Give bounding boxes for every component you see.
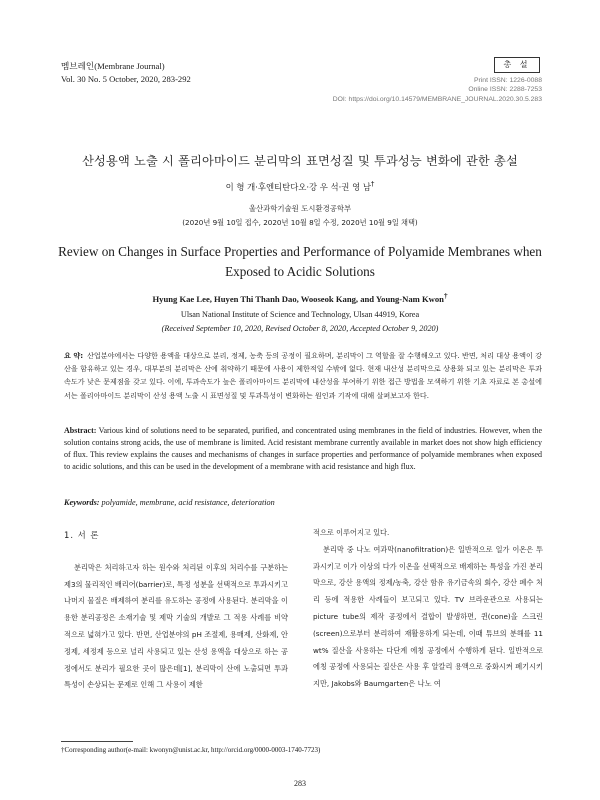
abstract-english (64, 425, 542, 473)
journal-volume: Vol. 30 No. 5 October, 2020, 283-292 (61, 74, 191, 84)
footnote-divider (61, 741, 133, 742)
keywords-text: polyamide, membrane, acid resistance, deterioration (101, 498, 275, 507)
issn-block (333, 76, 542, 104)
keywords-label: Keywords: (64, 498, 100, 507)
authors-english (40, 292, 560, 304)
body-column-right (313, 525, 543, 693)
received-dates-english: (Received September 10, 2020, Revised October 8, 2020, Accepted October 9, 2020) (161, 324, 439, 333)
title-korean: 산성용액 노출 시 폴리아마이드 분리막의 표면성질 및 투과성능 변화에 관한 총설 (82, 154, 518, 168)
article-type-badge: 총 설 (494, 57, 540, 73)
abstract-english-text: Various kind of solutions need to be separated, purified, and concentrated using membranes in the field of industries. However, when the solution contains strong acids, the use of membrane is limited. Acid resistant membrane currently available in market does not show high efficiency of flux. This review explains the causes and mechanisms of changes in surface properties and performance of polyamide membranes when exposed to acidic solutions, and this can be used in the development of a membrane with acid resistance and high flux. (64, 426, 542, 471)
footnote: †Corresponding author(e-mail: kwonyn@unist.ac.kr, http://orcid.org/0000-0003-1740-7723) (61, 746, 321, 754)
paragraph-continuation: 적으로 이루어지고 있다. (313, 528, 390, 537)
abstract-korean (64, 349, 542, 402)
paragraph: 분리막은 처리하고자 하는 원수와 처리된 이후의 처리수를 구분하는 제3의 물리적인 배리어(barrier)로, 특정 성분을 선택적으로 투과시키고 나머지 물질은 배제하여 분리를 유도하는 공정에 사용된다. 분리막을 이용한 분리공정은 소재기술 및 제막 기술의 개발로 그 적용 사례를 비약적으로 넓혀가고 있다. 반면, 산업분야의 pH 조절제, 용매제, 산화제, 안정제, 세정제 등으로 널리 사용되고 있는 산성 용액을 대상으로 하는 공정에서도 분리가 필요한 곳이 많은데[1], 분리막이 산에 노출되면 투과특성이 손상되는 문제로 인해 그 사용이 제한 (64, 562, 288, 690)
authors-english-names: Hyung Kae Lee, Huyen Thi Thanh Dao, Wooseok Kang, and Young-Nam Kwon (152, 293, 444, 304)
doi-link[interactable]: DOI: https://doi.org/10.14579/MEMBRANE_JOURNAL.2020.30.5.283 (332, 95, 542, 103)
abstract-english-label: Abstract: (64, 426, 97, 435)
print-issn: Print ISSN: 1226-0088 (473, 77, 542, 84)
paragraph: 분리막 중 나노 여과막(nanofiltration)은 일반적으로 일가 이온은 투과시키고 이가 이상의 다가 이온을 선택적으로 배제하는 특성을 가진 분리막으로, 강산 용액의 정제/농축, 강산 함유 유기금속의 회수, 강산 폐수 처리 등에 적용한 사례들이 보고되고 있다. TV 브라운관으로 사용되는 picture tube의 제작 공정에서 결합이 발생하면, 퀸(cone)을 스크린(screen)으로부터 분리하여 재활용하게 되는데, 이때 튜브의 분해를 11 wt% 질산을 사용하는 다단계 에칭 공정에서 수행하게 된다. 일반적으로 에칭 공정에 사용되는 질산은 사용 후 알칼리 용액으로 중화시켜 폐기시키지만, Jakobs와 Baumgarten은 나노 여 (313, 544, 543, 689)
page-number: 283 (294, 779, 306, 788)
authors-korean (40, 180, 560, 193)
affiliation-korean: 울산과학기술원 도시환경공학부 (248, 204, 352, 213)
journal-name: 멤브레인(Membrane Journal) (61, 61, 165, 71)
body-column-left (64, 527, 288, 694)
corresponding-dagger-en: † (443, 292, 448, 300)
abstract-korean-text: 산업분야에서는 다양한 용액을 대상으로 분리, 정제, 농축 등의 공정이 필요하며, 분리막이 그 역할을 잘 수행해오고 있다. 반면, 처리 대상 용액이 강산을 함유하고 있는 경우, 대부분의 분리막은 산에 취약하기 때문에 사용이 제한적일 수밖에 없다. 현재 내산성 분리막으로 상용화 되고 있는 분리막은 투과속도가 낮은 문제점을 갖고 있다. 이에, 투과속도가 높은 폴리아마이드 분리막에 내산성을 부여하기 위한 접근 방법을 모색하기 위한 기초 자료로 본 총설에서는 폴리아마이드 분리막이 산성 용액 노출 시 표면성질 및 투과특성이 변화하는 원인과 기작에 대해 살펴보고자 한다. (64, 351, 542, 400)
journal-header (61, 60, 191, 86)
online-issn: Online ISSN: 2288-7253 (468, 86, 542, 94)
title-english: Review on Changes in Surface Properties and Performance of Polyamide Membranes when Exposed to Acidic Solutions (58, 244, 542, 279)
keywords (64, 498, 542, 507)
abstract-korean-label: 요 약: (64, 351, 84, 360)
section-title: 1. 서 론 (64, 530, 100, 540)
authors-korean-names: 이 형 개·후엔티탄다오·강 우 석·권 영 남 (225, 181, 371, 192)
affiliation-english: Ulsan National Institute of Science and Technology, Ulsan 44919, Korea (180, 310, 420, 319)
corresponding-dagger: † (370, 180, 375, 188)
received-dates-korean: (2020년 9월 10일 접수, 2020년 10월 8일 수정, 2020년 10월 9일 채택) (182, 218, 418, 227)
